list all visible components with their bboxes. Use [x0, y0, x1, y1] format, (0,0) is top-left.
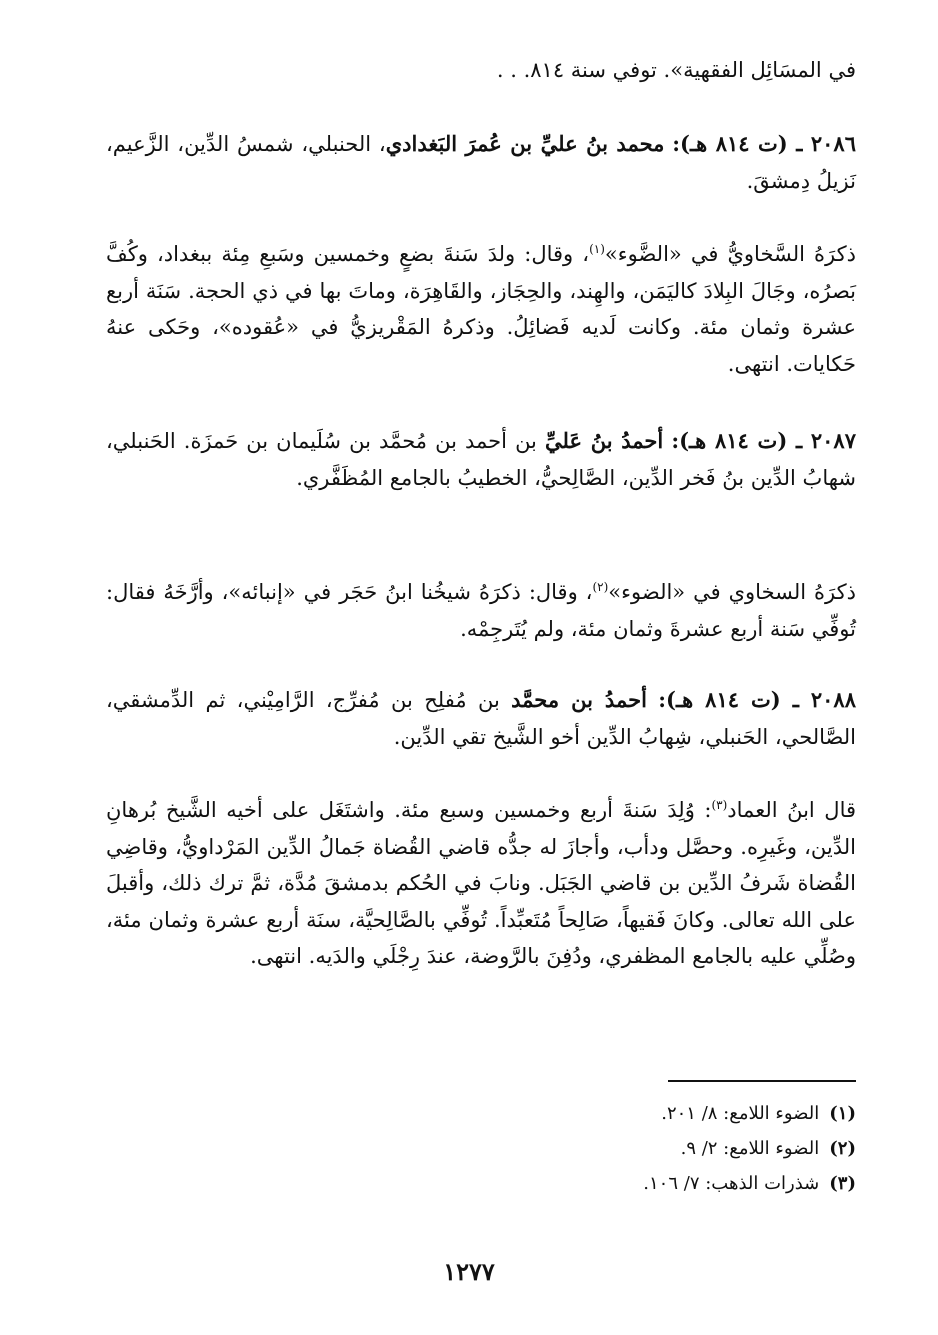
body-text: : وُلِدَ سَنةَ أربع وخمسين وسبع مئة. واشتَغَل على أخيه الشَّيخ بُرهانِ الدِّين، وغَيرِه. وحصَّل ودأب، وأجازَ له جدُّه قاضي القُضاة جَمالُ الدِّين المَرْداويُّ، وقاضِي القُضاة شَرفُ الدِّين بن قاضي الجَبَل. ونابَ في الحُكم بدمشقَ مُدَّة، ثمَّ ترك ذلك، وأقبلَ على الله تعالى. وكانَ فَقيهاً، صَالِحاً مُتَعبِّداً. تُوفِّي بالصَّالِحيَّة، سنَة أربع عشرة وثمان مئة، وصُلِّي عليه بالجامع المظفري، ودُفِنَ بالرَّوضة، عندَ رِجْلَي والدَيه. انتهى. [106, 798, 856, 968]
footnote-text: الضوء اللامع: ٨/ ٢٠١. [661, 1103, 820, 1124]
footnote-3 [106, 1166, 856, 1201]
body-text: ، وقال: ولدَ سَنةَ بضعٍ وخمسين وسَبعِ مِئة ببغداد، وكُفَّ بَصرُه، وجَالَ البِلادَ كاليَمَن، والهِند، والحِجَاز، والقَاهِرَة، وماتَ بها في ذي الحجة. سَنَة أربع عشرة وثمان مئة. وكانت لَديه فَضائِلُ. وذكرهُ المَقْريزيُّ في «عُقوده»، وحَكى عنهُ حَكايات. انتهى. [106, 242, 856, 376]
entry-2088-body [106, 792, 856, 975]
entry-name: أحمدُ بن محمَّد [511, 687, 647, 712]
entry-details: ، الحنبلي، شمسُ الدِّين، الزَّعيم، نَزيلُ دِمشقَ. [106, 132, 856, 193]
entry-details: بن مُفلِح بن مُفرِّج، الرَّامِيْني، ثم الدِّمشقي، الصَّالحي، الحَنبلي، شِهابُ الدِّين أخو الشَّيخ تقي الدِّين. [106, 688, 856, 749]
footnote-text: شذرات الذهب: ٧/ ١٠٦. [643, 1173, 820, 1194]
footnote-text: الضوء اللامع: ٢/ ٩. [680, 1138, 820, 1159]
footnote-1 [106, 1096, 856, 1131]
entry-name: محمد بنُ عليِّ بن عُمرَ البَغدادي [385, 131, 665, 156]
entry-number: ٢٠٨٦ ـ (ت ٨١٤ هـ): [672, 131, 856, 156]
footnote-ref: (١) [589, 242, 605, 256]
entry-number: ٢٠٨٨ ـ (ت ٨١٤ هـ): [658, 687, 856, 712]
entry-number: ٢٠٨٧ ـ (ت ٨١٤ هـ): [671, 428, 856, 453]
continuation-line [106, 52, 856, 89]
footnote-number: (٣) [829, 1173, 856, 1194]
entry-2087-body [106, 574, 856, 647]
entry-2087-heading [106, 423, 856, 496]
continuation-text: في المسَائِل الفقهية». توفي سنة ٨١٤. . . [496, 58, 856, 82]
body-text: ذكرَهُ السَّخاويُّ في «الضَّوء» [604, 242, 856, 266]
entry-name: أحمدُ بنُ عَليِّ [545, 428, 664, 453]
body-text: ذكرَهُ السخاوي في «الضوء» [608, 580, 856, 604]
footnote-number: (٢) [829, 1138, 856, 1159]
body-text: قال ابنُ العماد [727, 798, 857, 822]
footnotes [106, 1096, 856, 1201]
footnote-ref: (٣) [711, 798, 728, 812]
footnote-2 [106, 1131, 856, 1166]
body-text: ، وقال: ذكرَهُ شيخُنا ابنُ حَجَر في «إنبائه»، وأرَّخَهُ فقال: تُوفِّي سَنة أربع عشرةَ وثمان مئة، ولم يُتَرجِمْه. [106, 580, 856, 641]
footnote-number: (١) [829, 1103, 856, 1124]
entry-2086-body [106, 236, 856, 382]
page-number: ١٢٧٧ [443, 1257, 495, 1286]
footnote-divider [668, 1080, 856, 1082]
entry-details: بن أحمد بن مُحمَّد بن سُلَيمان بن حَمزَة. الحَنبلي، شهابُ الدِّين بنُ فَخر الدِّين، الصَّالِحيُّ، الخطيبُ بالجامع المُظَفَّري. [106, 429, 856, 490]
entry-2086-heading [106, 126, 856, 199]
footnote-ref: (٢) [592, 580, 609, 594]
entry-2088-heading [106, 682, 856, 755]
